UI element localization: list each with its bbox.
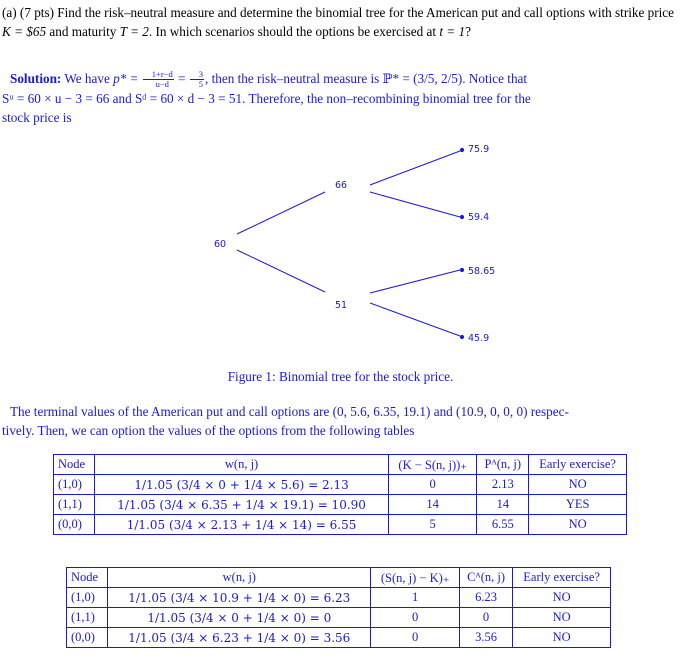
table-row — [67, 628, 611, 648]
terminal-line-1: The terminal values of the American put and call options are (0, 5.6, 6.35, 19.1) and (10.9, 0, 0, 0) respec- — [10, 404, 569, 419]
leaf-marker-du — [460, 268, 463, 271]
edge-root-up — [237, 192, 325, 234]
cell-w: 1/1.05 (3/4 × 0 + 1/4 × 0) = 0 — [108, 608, 371, 628]
question-prefix: (a) (7 pts) Find the risk–neutral measure and determine the binomial tree for the American put and call options with strike price — [2, 5, 674, 20]
leaf-marker-ud — [460, 215, 463, 218]
stock-tree-intro: stock price is — [2, 110, 72, 126]
question-suffix: . In which scenarios should the options be exercised at — [148, 24, 440, 39]
terminal-values-text — [2, 402, 678, 440]
solution-intro: We have — [64, 71, 114, 86]
edge-up-ud — [370, 192, 460, 217]
table-row — [67, 608, 611, 628]
cell-exercise: NO — [513, 588, 611, 608]
cell-payoff: 1 — [371, 588, 459, 608]
header-value: Pᴬ(n, j) — [477, 455, 529, 475]
cell-exercise: YES — [529, 495, 627, 515]
cell-node: (1,0) — [54, 475, 95, 495]
cell-node: (1,1) — [67, 608, 108, 628]
cell-payoff: 14 — [389, 495, 477, 515]
cell-payoff: 0 — [371, 628, 459, 648]
table-row — [54, 515, 627, 535]
header-early-exercise: Early exercise? — [513, 568, 611, 588]
call-table — [66, 567, 611, 648]
header-payoff: (K − S(n, j))₊ — [389, 455, 477, 475]
node-du: 58.65 — [468, 266, 496, 277]
leaf-marker-dd — [460, 335, 463, 338]
risk-neutral-measure: , then the risk–neutral measure is ℙ* = (3/5, 2/5). Notice that — [205, 71, 528, 86]
terminal-line-2: tively. Then, we can option the values of the options from the following tables — [2, 423, 415, 438]
solution-text — [2, 69, 678, 127]
exercise-time: t = 1 — [439, 24, 466, 39]
maturity: T = 2 — [119, 24, 149, 39]
header-payoff: (S(n, j) − K)₊ — [371, 568, 459, 588]
solution-label: Solution: — [10, 71, 62, 86]
header-w: w(n, j) — [95, 455, 389, 475]
cell-exercise: NO — [529, 515, 627, 535]
equals: = — [174, 71, 189, 86]
leaf-marker-uu — [460, 148, 463, 151]
cell-value: 2.13 — [477, 475, 529, 495]
question-end: ? — [465, 24, 471, 39]
node-up: 66 — [335, 180, 348, 191]
node-ud: 59.4 — [468, 212, 490, 223]
put-table-header — [54, 455, 627, 475]
cell-value: 14 — [477, 495, 529, 515]
cell-value: 0 — [459, 608, 512, 628]
header-value: Cᴬ(n, j) — [459, 568, 512, 588]
cell-w: 1/1.05 (3/4 × 10.9 + 1/4 × 0) = 6.23 — [108, 588, 371, 608]
cell-exercise: NO — [513, 608, 611, 628]
cell-payoff: 0 — [371, 608, 459, 628]
table-row — [54, 495, 627, 515]
put-table — [53, 454, 627, 535]
stock-moves-line: Sᵘ = 60 × u − 3 = 66 and Sᵈ = 60 × d − 3 = 51. Therefore, the non–recombining binomial tree for the — [2, 91, 531, 107]
cell-node: (0,0) — [54, 515, 95, 535]
edge-root-down — [237, 250, 325, 292]
cell-w: 1/1.05 (3/4 × 0 + 1/4 × 5.6) = 2.13 — [95, 475, 389, 495]
node-dd: 45.9 — [468, 333, 490, 344]
fraction-three-fifths: $\frac{3}{5}$ — [190, 70, 204, 89]
p-star: p* = — [113, 71, 139, 86]
cell-value: 6.23 — [459, 588, 512, 608]
call-table-header — [67, 568, 611, 588]
header-node: Node — [54, 455, 95, 475]
figure-caption: Figure 1: Binomial tree for the stock price. — [227, 369, 454, 384]
table-row — [67, 588, 611, 608]
binomial-tree — [0, 138, 681, 358]
cell-value: 6.55 — [477, 515, 529, 535]
fraction-risk-neutral: $\frac{1+r-d}{u-d}$ — [143, 70, 174, 89]
header-early-exercise: Early exercise? — [529, 455, 627, 475]
edge-up-uu — [370, 151, 460, 185]
cell-node: (1,1) — [54, 495, 95, 515]
node-root: 60 — [214, 239, 227, 250]
cell-node: (1,0) — [67, 588, 108, 608]
node-down: 51 — [335, 300, 348, 311]
cell-w: 1/1.05 (3/4 × 6.35 + 1/4 × 19.1) = 10.90 — [95, 495, 389, 515]
cell-exercise: NO — [529, 475, 627, 495]
cell-value: 3.56 — [459, 628, 512, 648]
node-uu: 75.9 — [468, 144, 490, 155]
cell-w: 1/1.05 (3/4 × 2.13 + 1/4 × 14) = 6.55 — [95, 515, 389, 535]
question-text — [2, 3, 678, 41]
cell-node: (0,0) — [67, 628, 108, 648]
header-w: w(n, j) — [108, 568, 371, 588]
edge-down-du — [370, 270, 460, 293]
header-node: Node — [67, 568, 108, 588]
cell-payoff: 0 — [389, 475, 477, 495]
cell-payoff: 5 — [389, 515, 477, 535]
cell-exercise: NO — [513, 628, 611, 648]
strike-price: K = $65 — [2, 24, 47, 39]
edge-down-dd — [370, 303, 460, 336]
question-mid: and maturity — [46, 24, 120, 39]
cell-w: 1/1.05 (3/4 × 6.23 + 1/4 × 0) = 3.56 — [108, 628, 371, 648]
table-row — [54, 475, 627, 495]
